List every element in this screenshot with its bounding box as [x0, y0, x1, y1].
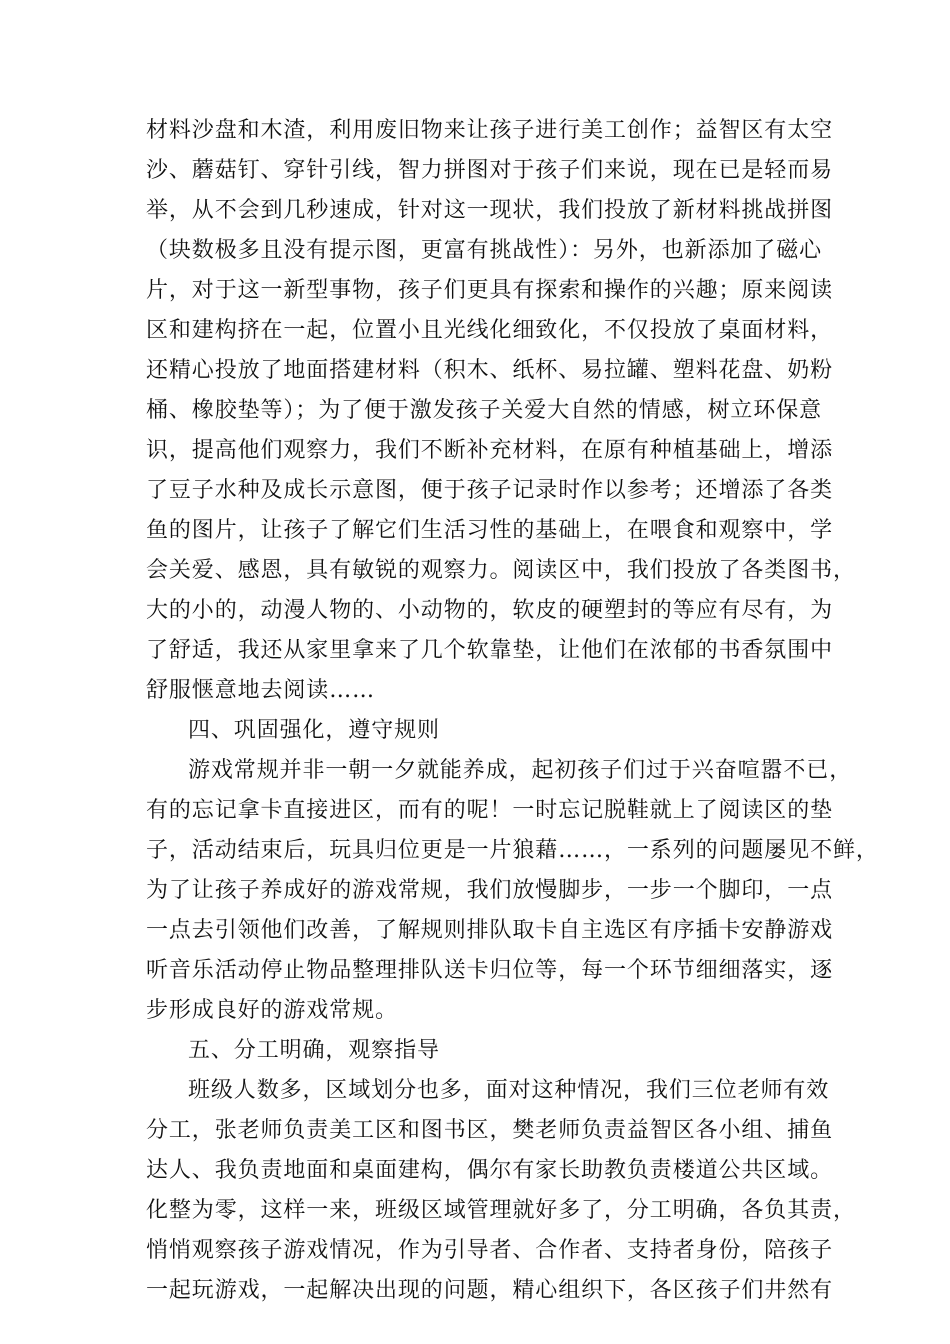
- section-heading-4: 四、巩固强化，遵守规则: [188, 718, 440, 743]
- paragraph-line: 一点去引领他们改善，了解规则排队取卡自主选区有序插卡安静游戏: [146, 918, 834, 943]
- paragraph-line: 了豆子水种及成长示意图，便于孩子记录时作以参考；还增添了各类: [146, 478, 834, 503]
- paragraph-line: 还精心投放了地面搭建材料（积木、纸杯、易拉罐、塑料花盘、奶粉: [146, 358, 834, 383]
- paragraph-line: 悄悄观察孩子游戏情况，作为引导者、合作者、支持者身份，陪孩子: [146, 1238, 834, 1263]
- paragraph-line: 分工，张老师负责美工区和图书区，樊老师负责益智区各小组、捕鱼: [146, 1118, 834, 1143]
- paragraph-line: 鱼的图片，让孩子了解它们生活习性的基础上，在喂食和观察中，学: [146, 518, 834, 543]
- paragraph-line: 区和建构挤在一起，位置小且光线化细致化，不仅投放了桌面材料，: [146, 318, 834, 343]
- paragraph-line: 子，活动结束后，玩具归位更是一片狼藉……，一系列的问题屡见不鲜，: [146, 838, 879, 863]
- paragraph-line: 一起玩游戏，一起解决出现的问题，精心组织下，各区孩子们井然有: [146, 1278, 834, 1303]
- paragraph-line: （块数极多且没有提示图，更富有挑战性）：另外，也新添加了磁心: [146, 238, 823, 263]
- paragraph-line: 有的忘记拿卡直接进区，而有的呢！一时忘记脱鞋就上了阅读区的垫: [146, 798, 834, 823]
- section-heading-5: 五、分工明确，观察指导: [188, 1038, 440, 1063]
- paragraph-line: 识，提高他们观察力，我们不断补充材料，在原有种植基础上，增添: [146, 438, 834, 463]
- paragraph-line: 化整为零，这样一来，班级区域管理就好多了，分工明确，各负其责，: [146, 1198, 856, 1223]
- paragraph-line: 为了让孩子养成好的游戏常规，我们放慢脚步，一步一个脚印，一点: [146, 878, 834, 903]
- paragraph-line: 材料沙盘和木渣，利用废旧物来让孩子进行美工创作；益智区有太空: [146, 118, 834, 143]
- paragraph-line: 听音乐活动停止物品整理排队送卡归位等，每一个环节细细落实，逐: [146, 958, 834, 983]
- paragraph-line: 大的小的，动漫人物的、小动物的，软皮的硬塑封的等应有尽有，为: [146, 598, 834, 623]
- paragraph-line: 了舒适，我还从家里拿来了几个软靠垫，让他们在浓郁的书香氛围中: [146, 638, 834, 663]
- paragraph-line: 班级人数多，区域划分也多，面对这种情况，我们三位老师有效: [188, 1078, 830, 1103]
- paragraph-line: 舒服惬意地去阅读……: [146, 678, 376, 703]
- paragraph-line: 达人、我负责地面和桌面建构，偶尔有家长助教负责楼道公共区域。: [146, 1158, 834, 1183]
- paragraph-line: 举，从不会到几秒速成，针对这一现状，我们投放了新材料挑战拼图: [146, 198, 834, 223]
- paragraph-line: 片，对于这一新型事物，孩子们更具有探索和操作的兴趣；原来阅读: [146, 278, 834, 303]
- paragraph-line: 步形成良好的游戏常规。: [146, 998, 398, 1023]
- paragraph-line: 沙、蘑菇钉、穿针引线，智力拼图对于孩子们来说，现在已是轻而易: [146, 158, 834, 183]
- paragraph-line: 会关爱、感恩，具有敏锐的观察力。阅读区中，我们投放了各类图书，: [146, 558, 856, 583]
- paragraph-line: 游戏常规并非一朝一夕就能养成，起初孩子们过于兴奋喧嚣不已，: [188, 758, 853, 783]
- paragraph-line: 桶、橡胶垫等）；为了便于激发孩子关爱大自然的情感，树立环保意: [146, 398, 823, 423]
